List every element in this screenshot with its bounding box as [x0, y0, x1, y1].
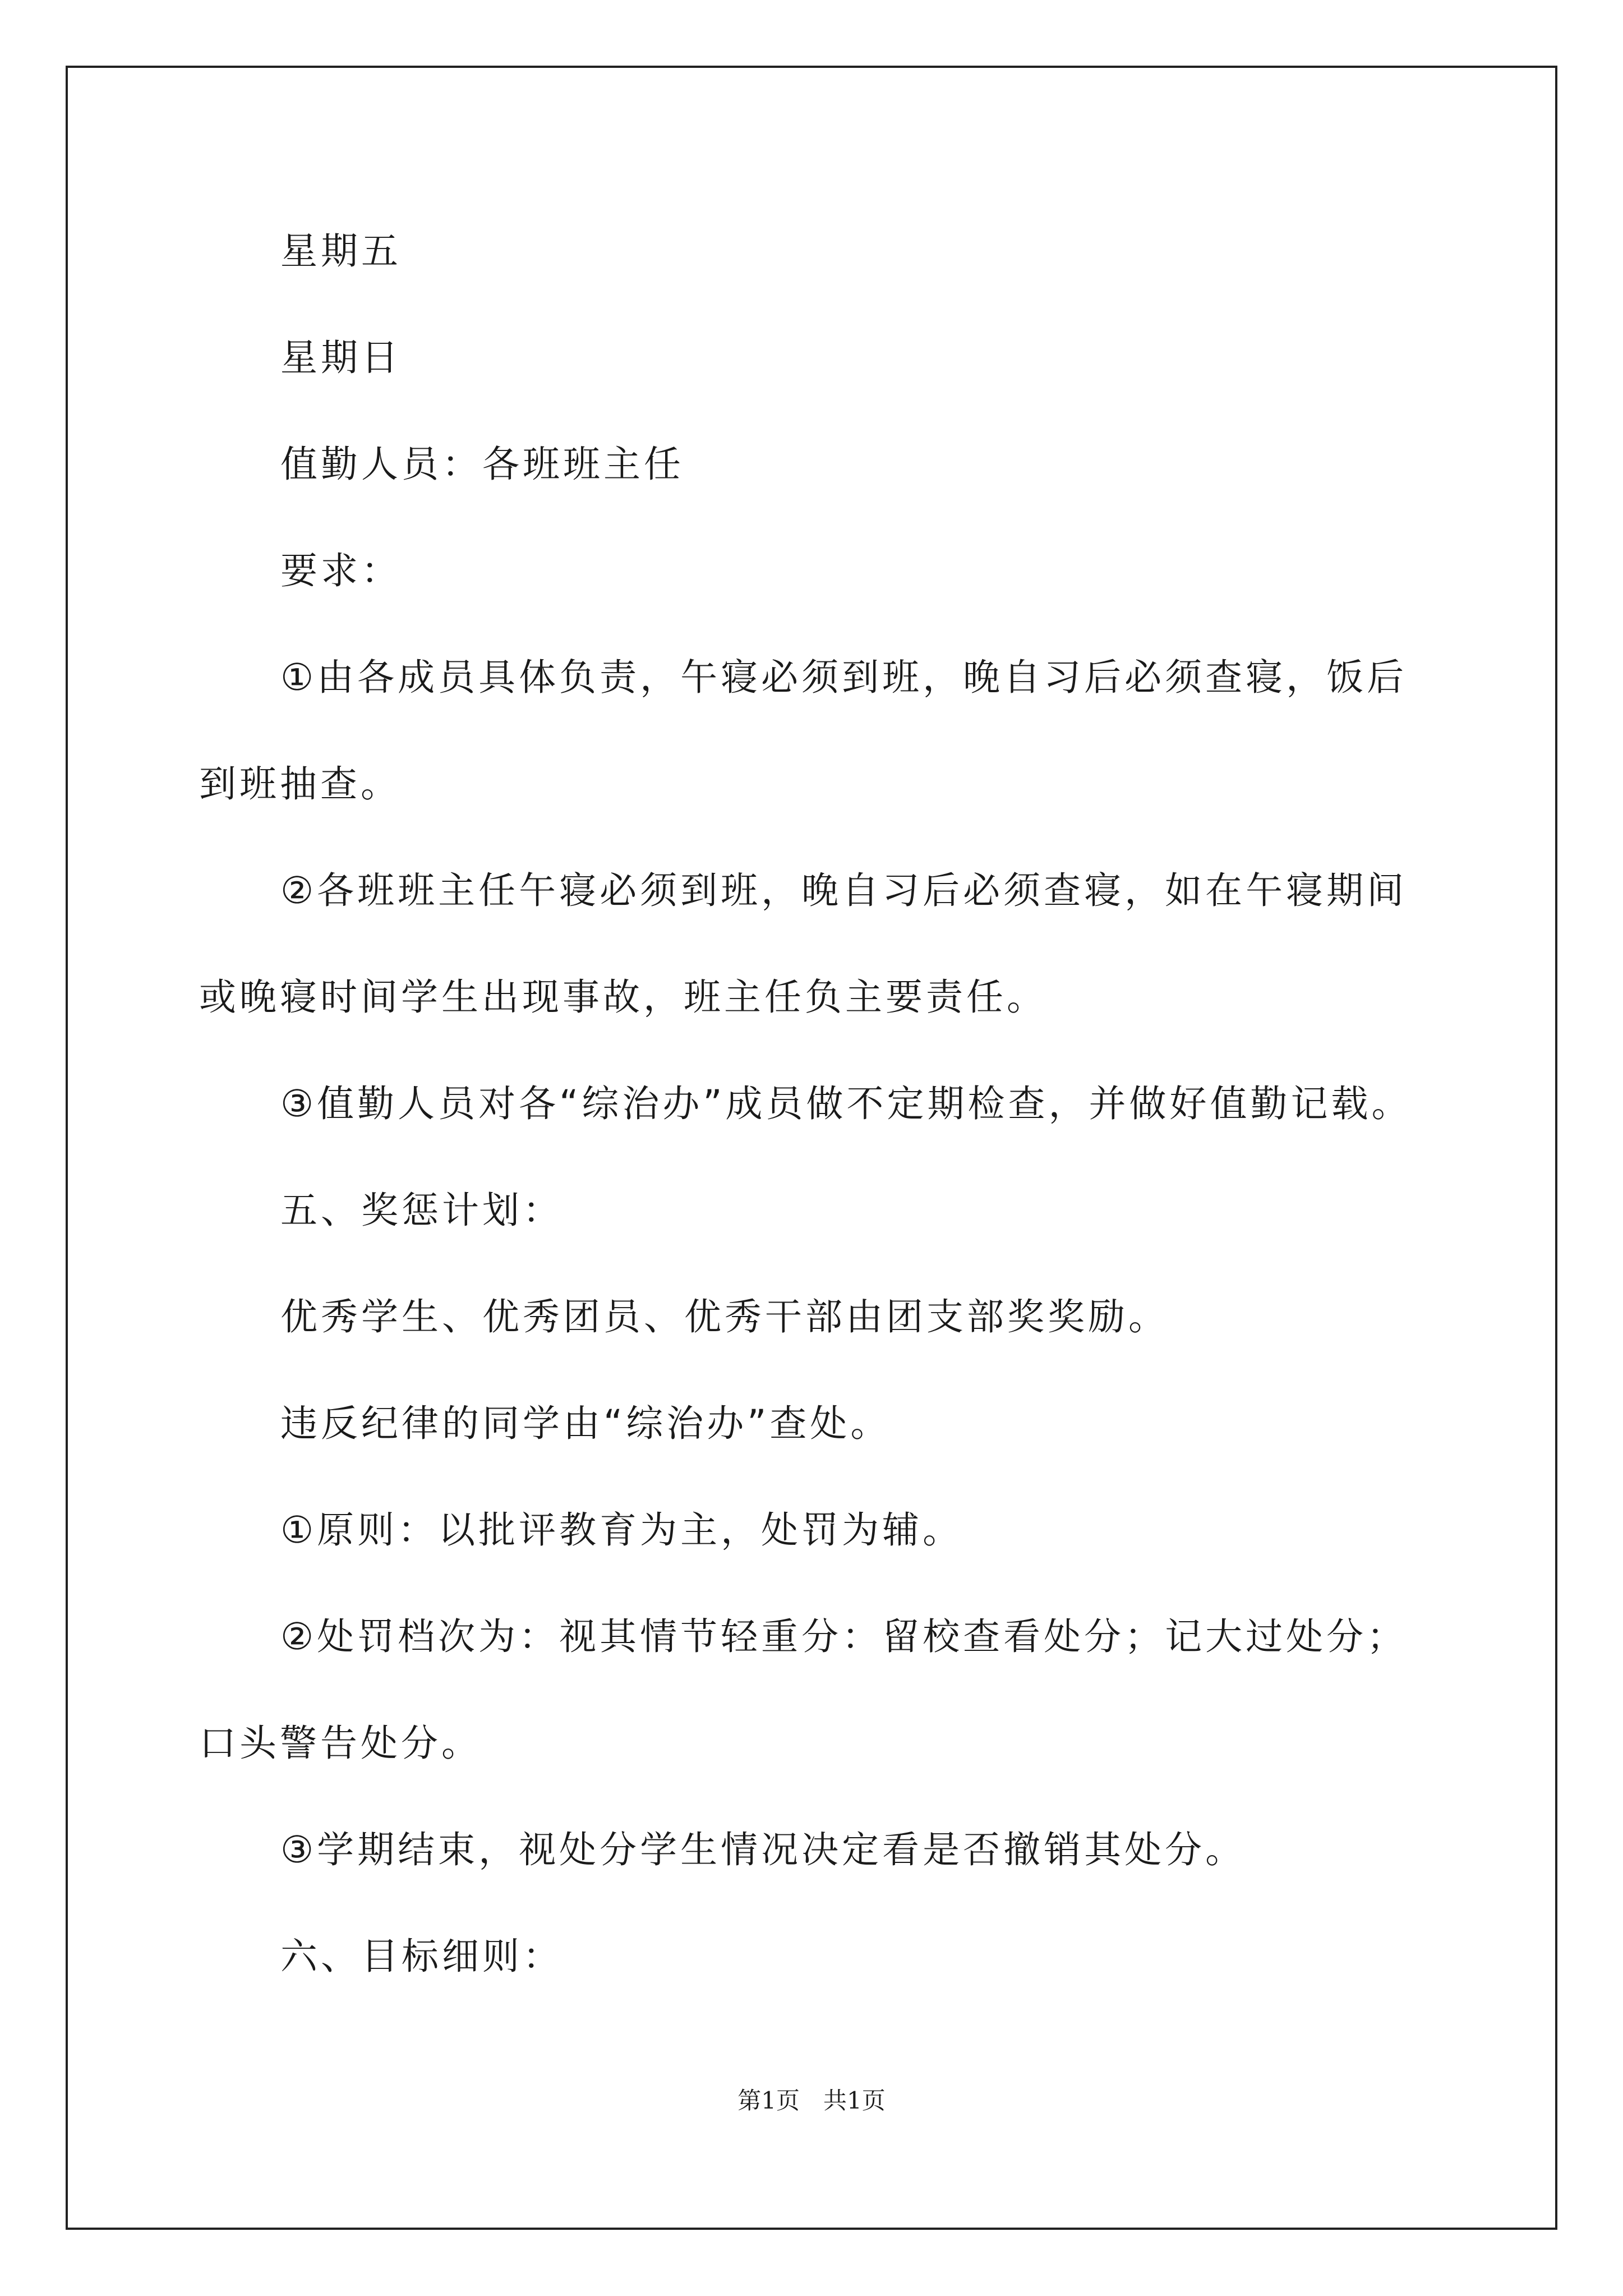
text-line: 星期五 — [280, 229, 402, 273]
text-line: ③学期结束，视处分学生情况决定看是否撤销其处分。 — [280, 1828, 1246, 1871]
section-heading: 五、奖惩计划： — [280, 1189, 563, 1232]
text-line: 口头警告处分。 — [199, 1722, 482, 1765]
text-line: 星期日 — [280, 336, 402, 379]
text-line: 值勤人员：各班班主任 — [280, 443, 684, 486]
text-line: ①由各成员具体负责，午寝必须到班，晚自习后必须查寝，饭后 — [280, 656, 1408, 699]
section-heading: 六、目标细则： — [280, 1935, 563, 1978]
text-line: ①原则：以批评教育为主，处罚为辅。 — [280, 1508, 963, 1552]
text-line: 到班抽查。 — [199, 762, 401, 806]
page-footer: 第1页 共1页 — [737, 2087, 886, 2114]
text-line: ③值勤人员对各“综治办”成员做不定期检查，并做好值勤记载。 — [280, 1082, 1412, 1125]
text-line: 优秀学生、优秀团员、优秀干部由团支部奖奖励。 — [280, 1295, 1169, 1338]
text-line: 要求： — [280, 549, 402, 592]
text-line: ②处罚档次为：视其情节轻重分：留校查看处分；记大过处分； — [280, 1615, 1408, 1658]
text-line: 违反纪律的同学由“综治办”查处。 — [280, 1402, 891, 1445]
text-line: 或晚寝时间学生出现事故，班主任负主要责任。 — [199, 976, 1047, 1019]
text-line: ②各班班主任午寝必须到班，晚自习后必须查寝，如在午寝期间 — [280, 869, 1408, 912]
